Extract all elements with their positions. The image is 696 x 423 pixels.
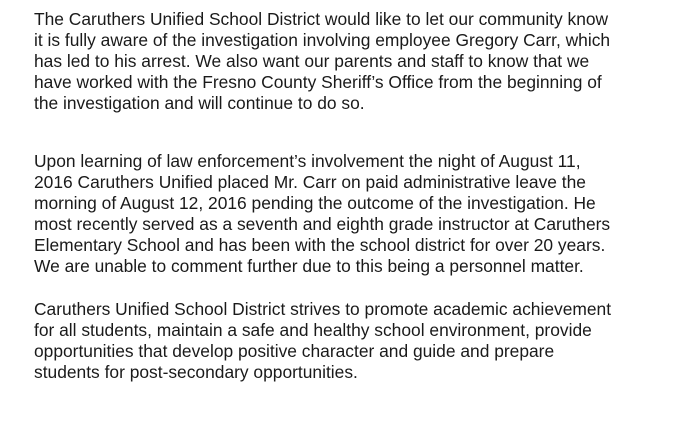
text-line: morning of August 12, 2016 pending the outcome of the investigation. He bbox=[34, 193, 596, 213]
text-line: Upon learning of law enforcement’s involvement the night of August 11, bbox=[34, 151, 581, 171]
text-line: the investigation and will continue to do so. bbox=[34, 93, 365, 113]
paragraph-statement bbox=[34, 9, 610, 114]
text-line: it is fully aware of the investigation involving employee Gregory Carr, which bbox=[34, 30, 611, 50]
text-line: The Caruthers Unified School District would like to let our community know bbox=[34, 9, 609, 29]
text-line: have worked with the Fresno County Sheriff’s Office from the beginning of bbox=[34, 72, 602, 92]
text-line: 2016 Caruthers Unified placed Mr. Carr on paid administrative leave the bbox=[34, 172, 586, 192]
text-line: We are unable to comment further due to this being a personnel matter. bbox=[34, 256, 584, 276]
text-line: students for post-secondary opportunities. bbox=[34, 362, 358, 382]
text-line: has led to his arrest. We also want our parents and staff to know that we bbox=[34, 51, 590, 71]
text-line: Elementary School and has been with the school district for over 20 years. bbox=[34, 235, 606, 255]
text-line: Caruthers Unified School District strives to promote academic achievement bbox=[34, 299, 612, 319]
paragraph-leave-details bbox=[34, 151, 610, 277]
paragraph-district-mission bbox=[34, 299, 611, 383]
text-line: most recently served as a seventh and eighth grade instructor at Caruthers bbox=[34, 214, 611, 234]
text-line: opportunities that develop positive character and guide and prepare bbox=[34, 341, 555, 361]
text-line: for all students, maintain a safe and healthy school environment, provide bbox=[34, 320, 592, 340]
